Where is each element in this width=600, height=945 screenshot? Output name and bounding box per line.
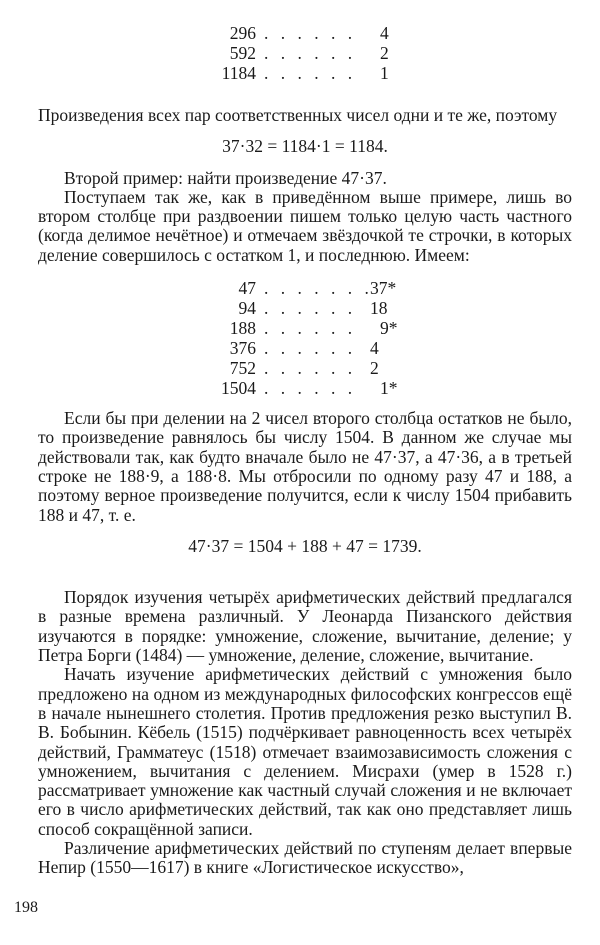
leader-dots: . . . . . . bbox=[264, 43, 357, 63]
leader-dots: . . . . . . bbox=[264, 318, 357, 339]
paragraph: Порядок изучения четырёх арифметических действий предлагался в разные времена различный. У Леонарда Пизанского действия изучаются в порядке: умножение, сложение, вычитание, деление; у Петра Борги (1484) — умножение, деление, сложение, вычитание. bbox=[38, 587, 572, 666]
table-row bbox=[38, 279, 572, 298]
left-value: 47 bbox=[238, 278, 256, 299]
leader-dots: . . . . . . bbox=[264, 358, 357, 379]
left-value: 592 bbox=[229, 43, 256, 63]
right-value: 9* bbox=[380, 318, 398, 339]
left-value: 1184 bbox=[221, 63, 256, 83]
leader-dots: . . . . . . bbox=[264, 298, 357, 319]
doubling-table-1 bbox=[38, 24, 572, 88]
leader-dots: . . . . . . bbox=[264, 338, 357, 359]
right-value: 1 bbox=[380, 63, 389, 83]
table-row bbox=[38, 44, 572, 63]
left-value: 94 bbox=[238, 298, 256, 319]
paragraph: Второй пример: найти произведение 47·37. bbox=[64, 167, 387, 188]
right-value: 2 bbox=[380, 43, 389, 63]
left-value: 188 bbox=[229, 318, 256, 339]
table-row bbox=[38, 64, 572, 83]
leader-dots: . . . . . . bbox=[264, 378, 357, 399]
table-row bbox=[38, 299, 572, 318]
right-value: 2 bbox=[370, 358, 379, 379]
table-row bbox=[38, 24, 572, 43]
paragraph: Поступаем так же, как в приведённом выше примере, лишь во втором столбце при раздвоении пишем только целую часть частного (когда делимое нечётное) и отмечаем звёздочкой те строчки, в которых деление совершилось с остатком 1, и последнюю. Имеем: bbox=[38, 186, 572, 265]
right-value: 18 bbox=[370, 298, 388, 319]
left-value: 376 bbox=[229, 338, 256, 359]
right-value: 1* bbox=[380, 378, 398, 399]
formula: 37·32 = 1184·1 = 1184. bbox=[222, 136, 388, 157]
table-row bbox=[38, 339, 572, 358]
leader-dots: . . . . . . . bbox=[264, 278, 373, 299]
table-row bbox=[38, 379, 572, 398]
page-content bbox=[38, 18, 572, 878]
right-value: 37* bbox=[370, 278, 397, 299]
paragraph: Различение арифметических действий по ступеням делает впервые Непир (1550—1617) в книге «Логистическое искусство», bbox=[38, 838, 572, 878]
right-value: 4 bbox=[380, 23, 389, 43]
left-value: 752 bbox=[229, 358, 256, 379]
left-value: 296 bbox=[229, 23, 256, 43]
leader-dots: . . . . . . bbox=[264, 23, 357, 43]
right-value: 4 bbox=[370, 338, 379, 359]
leader-dots: . . . . . . bbox=[264, 63, 357, 83]
paragraph: Начать изучение арифметических действий с умножения было предложено на одном из международных философских конгрессов ещё в начале нынешнего столетия. Против предложения резко выступил В. В. Бобынин. Кёбель (1515) подчёркивает равноценность всех четырёх действий, Грамматеус (1518) отмечает взаимозависимость сложения с умножением, вычитания с делением. Мисрахи (умер в 1528 г.) рассматривает умножение как частный случай сложения и не включает его в число арифметических действий, так как оно представляет лишь способ сокращённой записи. bbox=[38, 664, 572, 839]
formula: 47·37 = 1504 + 188 + 47 = 1739. bbox=[188, 535, 422, 556]
table-row bbox=[38, 359, 572, 378]
paragraph: Если бы при делении на 2 чисел второго столбца остатков не было, то произведение равнялось бы числу 1504. В данном же случае мы действовали так, как будто вначале было не 47·37, а 47·36, а в третьей строке не 188·9, а 188·8. Мы отбросили по одному разу 47 и 188, а поэтому верное произведение получится, если к числу 1504 прибавить 188 и 47, т. е. bbox=[38, 408, 572, 525]
page-number: 198 bbox=[14, 899, 38, 916]
left-value: 1504 bbox=[221, 378, 256, 399]
table-row bbox=[38, 319, 572, 338]
doubling-table-2 bbox=[38, 271, 572, 399]
paragraph: Произведения всех пар соответственных чисел одни и те же, поэтому bbox=[38, 105, 558, 125]
